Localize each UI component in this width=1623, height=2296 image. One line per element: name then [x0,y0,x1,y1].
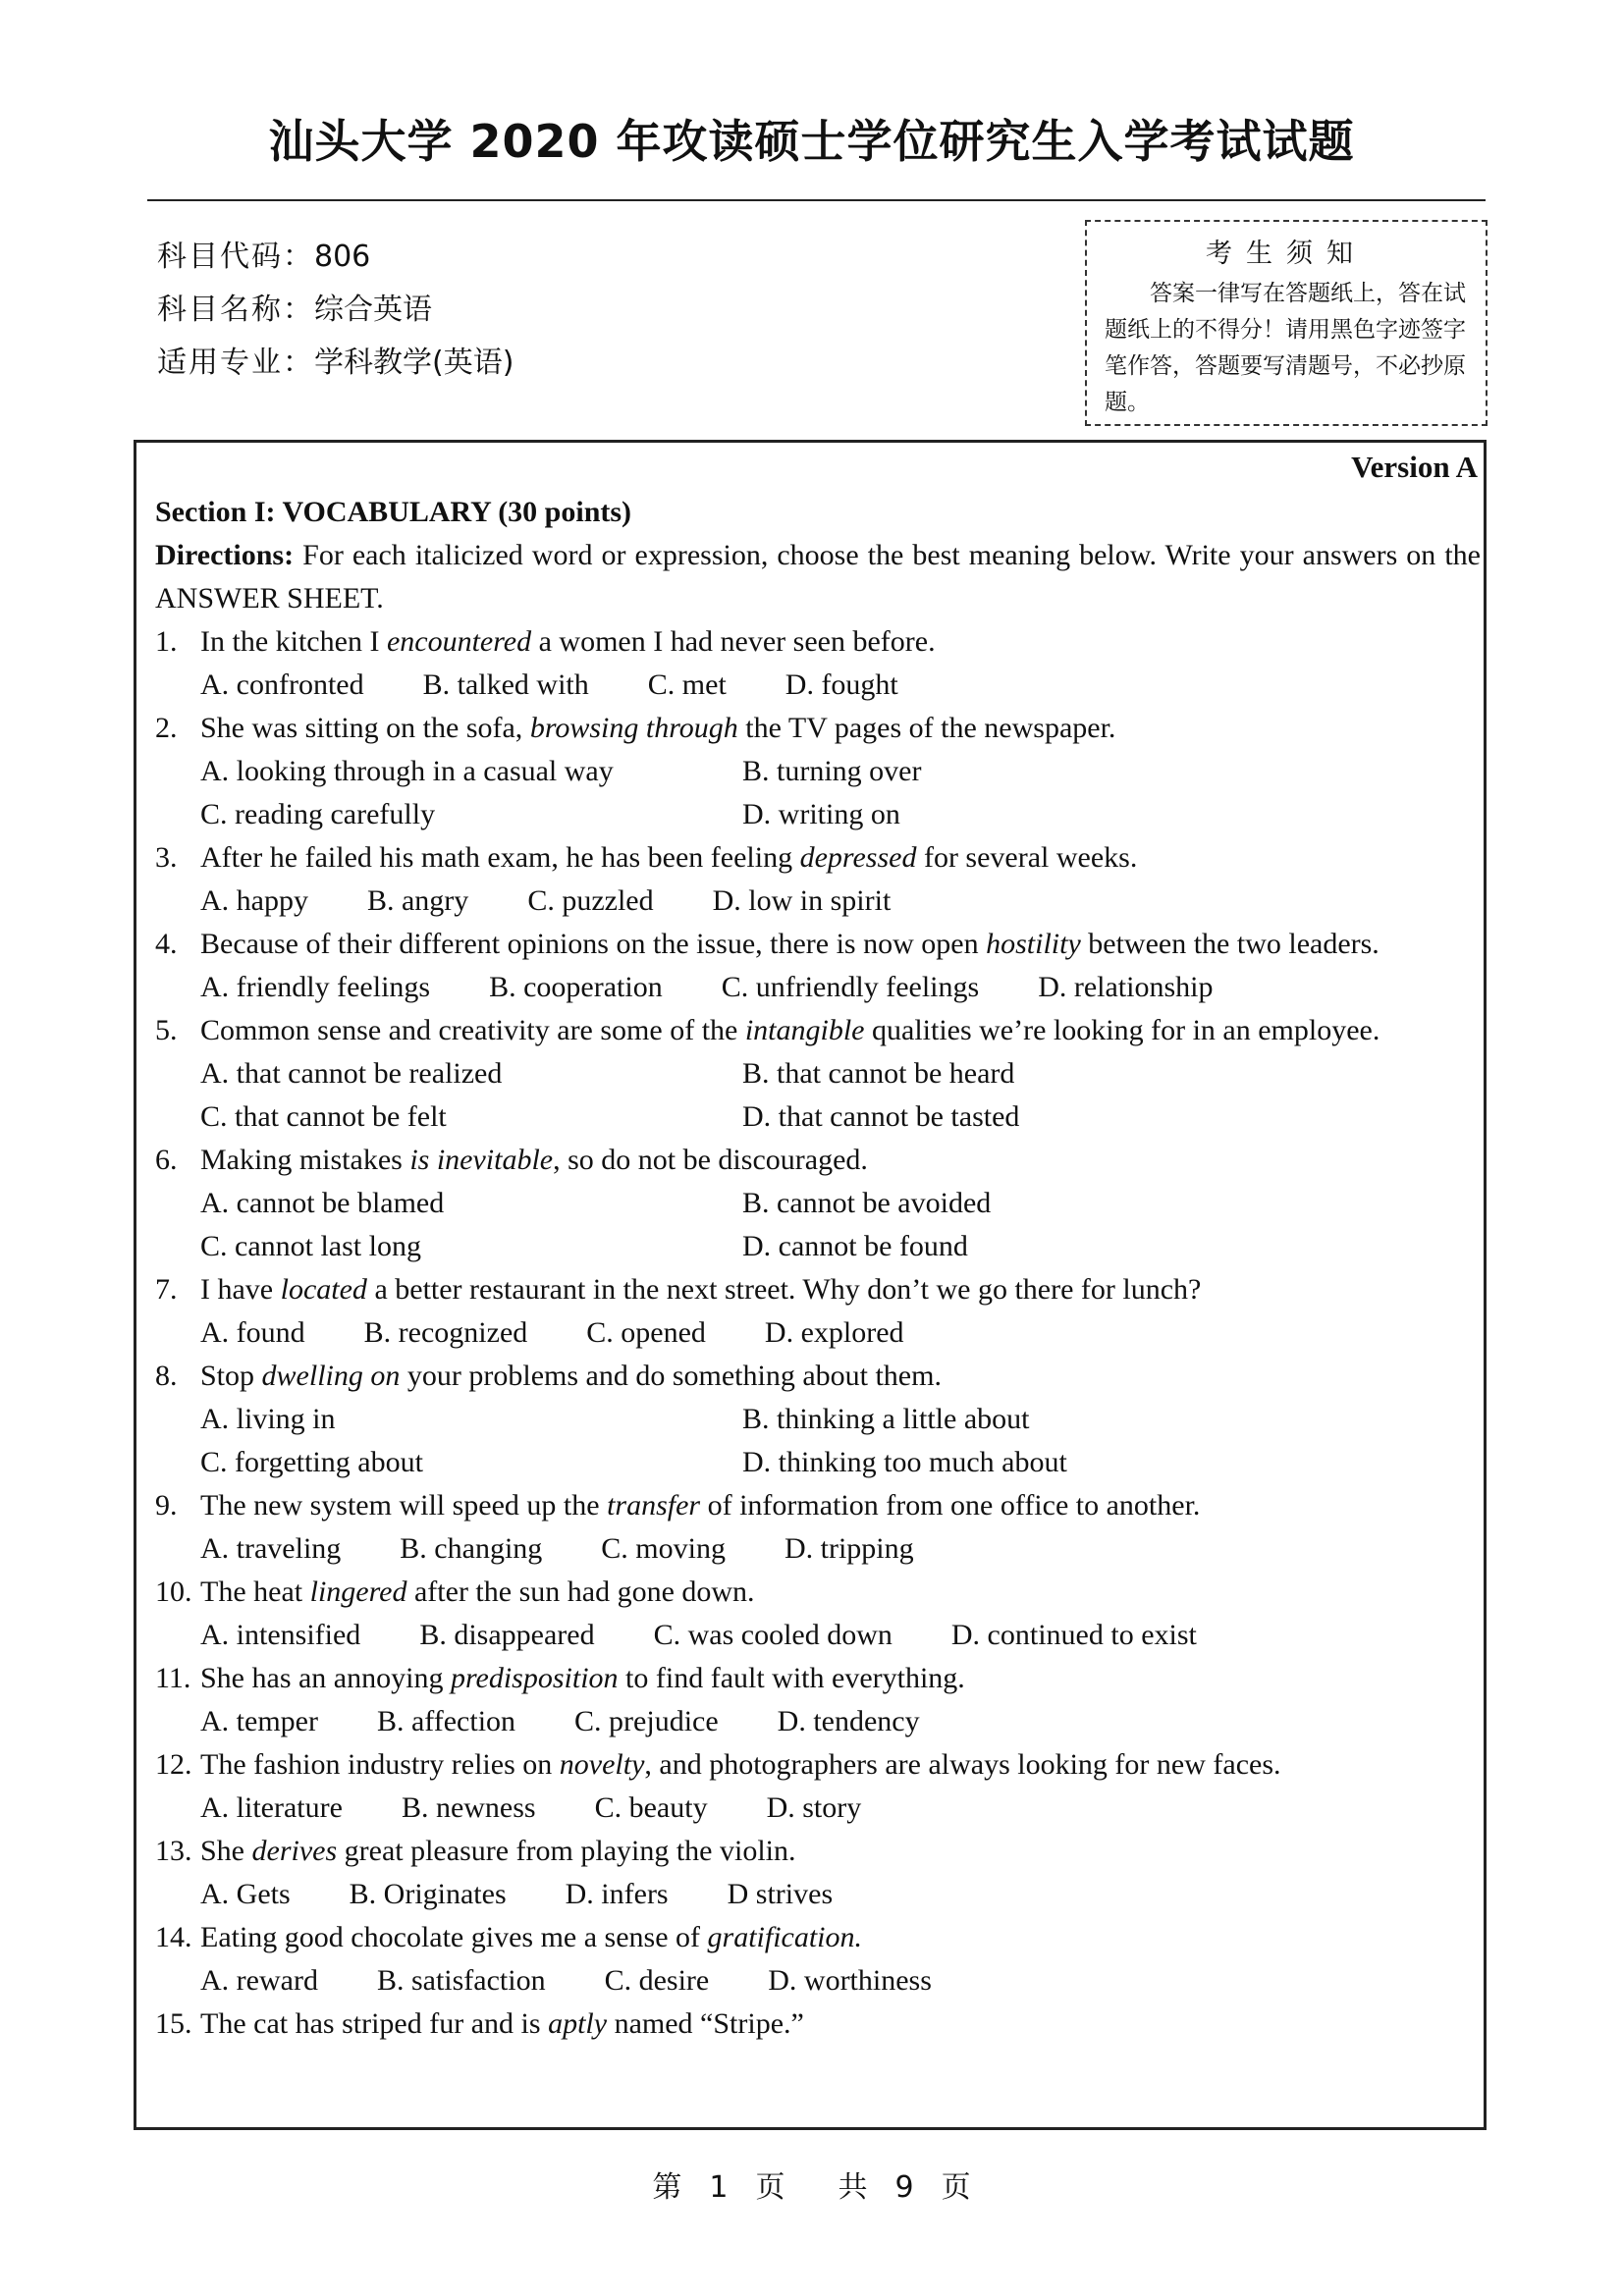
target-word: dwelling on [261,1360,401,1392]
answer-option: C. opened [586,1316,706,1349]
page-total: 9 [894,2170,914,2205]
target-word: derives [251,1835,338,1867]
question-item [155,1916,1481,1959]
answer-option: A. intensified [200,1619,361,1651]
answer-options [155,1052,1481,1139]
answer-option: C. reading carefully [200,798,436,830]
question-number: 8. [155,1360,178,1392]
question-number: 5. [155,1014,178,1046]
question-item [155,1830,1481,1873]
answer-option: B. disappeared [419,1619,595,1651]
answer-option: B. changing [400,1532,543,1565]
answer-option: D. cannot be found [742,1230,968,1262]
question-item [155,1355,1481,1398]
question-content [155,491,1481,2046]
target-word: depressed [799,841,917,874]
answer-option: D. continued to exist [950,1619,1197,1651]
question-stem: Common sense and creativity are some of the intangible qualities we’re looking for in an employee. [200,1014,1380,1046]
target-word: predisposition [450,1662,619,1694]
question-number: 10. [155,1575,192,1608]
answer-option: A. confronted [200,668,364,701]
question-item [155,1657,1481,1700]
section-title: Section I: VOCABULARY (30 points) [155,496,632,528]
answer-options [155,880,1481,923]
question-stem: I have located a better restaurant in the next street. Why don’t we go there for lunch? [200,1273,1202,1306]
target-word: lingered [309,1575,407,1608]
question-number: 1. [155,625,178,658]
question-item [155,707,1481,750]
question-item [155,1484,1481,1527]
answer-option: A. friendly feelings [200,971,431,1003]
question-item [155,1268,1481,1311]
question-stem: Because of their different opinions on the issue, there is now open hostility between the two leaders. [200,928,1380,960]
question-item [155,1139,1481,1182]
answer-option: C. met [647,668,727,701]
answer-option: B. cooperation [489,971,663,1003]
answer-option: B. satisfaction [376,1964,546,1997]
answer-option: A. traveling [200,1532,342,1565]
answer-option: D. writing on [742,798,900,830]
question-number: 13. [155,1835,192,1867]
answer-option: D. low in spirit [712,884,892,917]
answer-option: B. affection [376,1705,516,1737]
answer-option: D. tendency [777,1705,920,1737]
question-number: 3. [155,841,178,874]
answer-options [155,966,1481,1009]
question-number: 6. [155,1144,178,1176]
answer-option: A. reward [200,1964,318,1997]
answer-option: A. found [200,1316,305,1349]
answer-option: D. story [766,1791,862,1824]
question-stem: Eating good chocolate gives me a sense of gratification. [200,1921,863,1953]
question-item [155,2002,1481,2046]
question-stem: The cat has striped fur and is aptly named “Stripe.” [200,2007,804,2040]
answer-option: C. that cannot be felt [200,1100,447,1133]
question-stem: In the kitchen I encountered a women I had never seen before. [200,625,936,658]
answer-option: D. fought [784,668,898,701]
answer-option: A. living in [200,1403,336,1435]
question-number: 4. [155,928,178,960]
notice-body: 答案一律写在答题纸上，答在试题纸上的不得分！请用黑色字迹签字笔作答，答题要写清题号，不必抄原题。 [1105,281,1466,415]
target-word: transfer [607,1489,701,1522]
question-stem: The fashion industry relies on novelty, and photographers are always looking for new faces. [200,1748,1281,1781]
directions-text: For each italicized word or expression, choose the best meaning below. Write your answers on the ANSWER SHEET. [155,539,1481,614]
answer-option: B. turning over [742,755,922,787]
answer-option: D. thinking too much about [742,1446,1067,1478]
question-number: 11. [155,1662,191,1694]
answer-option: C. unfriendly feelings [721,971,980,1003]
question-number: 2. [155,712,178,744]
answer-option: D. tripping [784,1532,914,1565]
answer-option: C. cannot last long [200,1230,421,1262]
applicable-major: 适用专业：学科教学(英语) [157,346,514,380]
question-stem: After he failed his math exam, he has been feeling depressed for several weeks. [200,841,1138,874]
subject-name: 科目名称：综合英语 [157,293,432,327]
question-number: 9. [155,1489,178,1522]
answer-option: A. Gets [200,1878,291,1910]
question-stem: Making mistakes is inevitable, so do not be discouraged. [200,1144,868,1176]
target-word: aptly [548,2007,608,2040]
question-item [155,620,1481,664]
directions [155,534,1481,620]
answer-options [155,1873,1481,1916]
answer-option: C. puzzled [527,884,654,917]
question-number: 15. [155,2007,192,2040]
answer-option: B. Originates [349,1878,507,1910]
answer-option: B. talked with [422,668,589,701]
answer-option: B. newness [401,1791,536,1824]
answer-option: D. explored [764,1316,904,1349]
question-number: 14. [155,1921,192,1953]
answer-option: C. prejudice [574,1705,719,1737]
examinee-notice-box [1085,220,1488,426]
target-word: encountered [386,625,532,658]
exam-title: 汕头大学 2020 年攻读硕士学位研究生入学考试试题 [268,115,1355,168]
answer-option: B. that cannot be heard [742,1057,1015,1090]
question-stem: Stop dwelling on your problems and do something about them. [200,1360,942,1392]
answer-option: B. thinking a little about [742,1403,1030,1435]
answer-options [155,664,1481,707]
answer-options [155,1700,1481,1743]
answer-options [155,1398,1481,1484]
target-word: gratification. [707,1921,863,1953]
answer-option: A. happy [200,884,308,917]
question-number: 12. [155,1748,192,1781]
answer-options [155,1787,1481,1830]
target-word: novelty [559,1748,645,1781]
answer-option: D. that cannot be tasted [742,1100,1020,1133]
directions-label: Directions: [155,539,295,571]
question-stem: The heat lingered after the sun had gone down. [200,1575,755,1608]
question-stem: The new system will speed up the transfer of information from one office to another. [200,1489,1201,1522]
target-word: intangible [744,1014,865,1046]
target-word: located [280,1273,367,1306]
answer-option: D. relationship [1038,971,1214,1003]
answer-option: A. looking through in a casual way [200,755,614,787]
answer-option: A. cannot be blamed [200,1187,445,1219]
question-list [155,620,1481,2046]
answer-option: D strives [727,1878,834,1910]
answer-option: C. beauty [594,1791,708,1824]
answer-options [155,1182,1481,1268]
question-item [155,1009,1481,1052]
answer-option: A. that cannot be realized [200,1057,503,1090]
page-footer: 第 1 页 共 9 页 [652,2170,971,2205]
title-divider [147,199,1486,201]
answer-option: A. literature [200,1791,343,1824]
question-item [155,923,1481,966]
answer-options [155,1311,1481,1355]
answer-option: D. worthiness [768,1964,932,1997]
target-word: hostility [986,928,1081,960]
question-stem: She has an annoying predisposition to find fault with everything. [200,1662,965,1694]
version-label: Version A [1351,450,1478,484]
answer-option: B. recognized [363,1316,528,1349]
target-word: browsing through [529,712,738,744]
answer-option: D. infers [565,1878,669,1910]
notice-title: 考生须知 [1206,239,1367,269]
question-item [155,1571,1481,1614]
answer-options [155,750,1481,836]
subject-code: 科目代码：806 [157,240,371,274]
answer-option: C. moving [601,1532,726,1565]
page-number: 1 [709,2170,729,2205]
answer-option: C. was cooled down [653,1619,893,1651]
question-stem: She derives great pleasure from playing the violin. [200,1835,796,1867]
question-item [155,836,1481,880]
target-word: is inevitable [409,1144,554,1176]
answer-options [155,1614,1481,1657]
answer-option: A. temper [200,1705,318,1737]
question-item [155,1743,1481,1787]
question-number: 7. [155,1273,178,1306]
question-stem: She was sitting on the sofa, browsing through the TV pages of the newspaper. [200,712,1116,744]
answer-options [155,1527,1481,1571]
answer-option: C. desire [604,1964,710,1997]
answer-option: B. angry [366,884,469,917]
answer-option: C. forgetting about [200,1446,423,1478]
answer-option: B. cannot be avoided [742,1187,992,1219]
answer-options [155,1959,1481,2002]
